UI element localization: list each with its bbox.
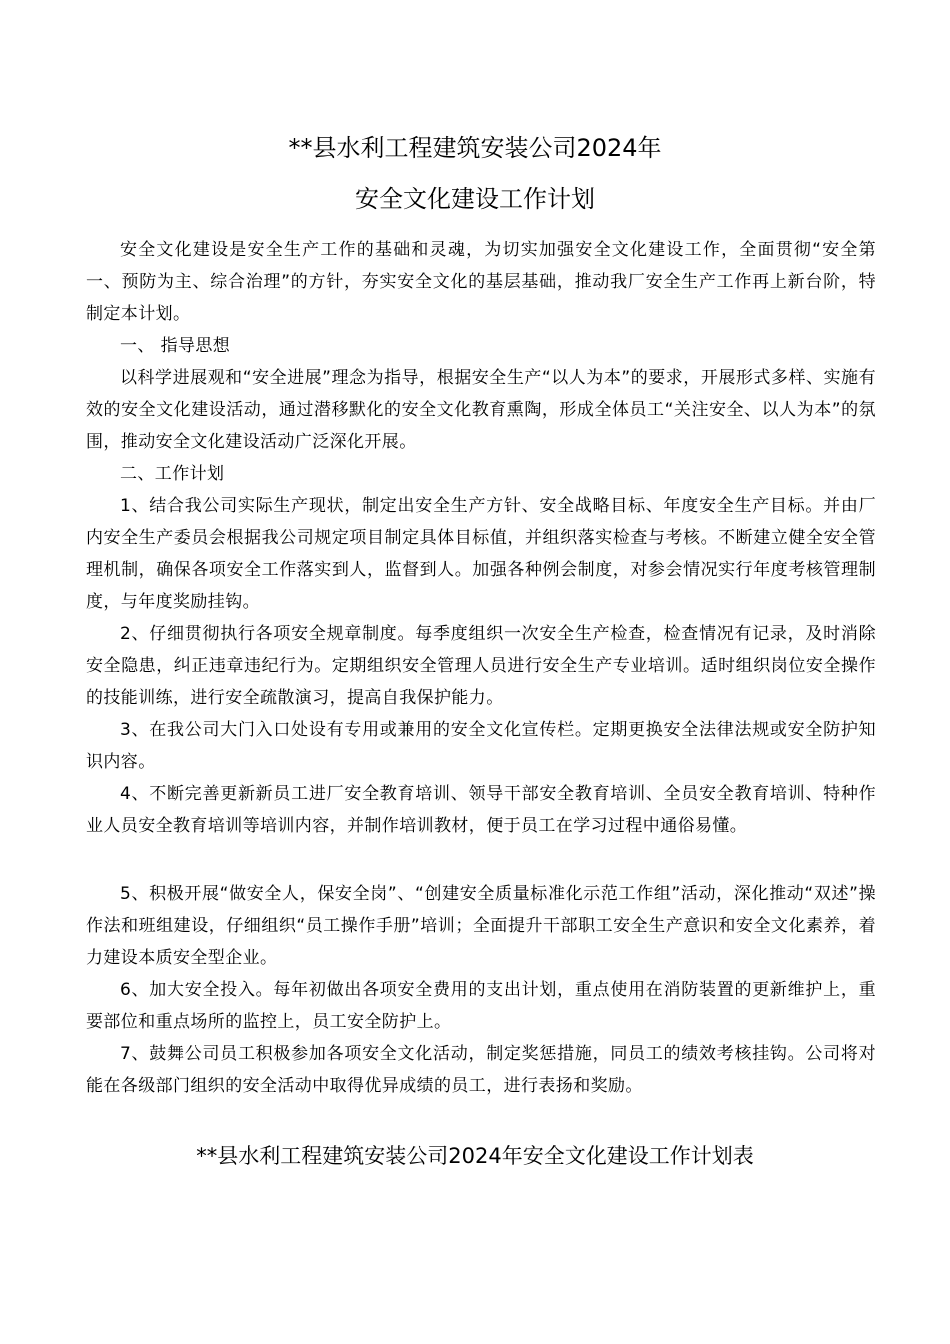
document-body: [86, 234, 876, 1102]
plan-item: 7、鼓舞公司员工积极参加各项安全文化活动，制定奖惩措施，同员工的绩效考核挂钩。公司将对能在各级部门组织的安全活动中取得优异成绩的员工，进行表扬和奖励。: [86, 1044, 876, 1096]
plan-item: 1、结合我公司实际生产现状，制定出安全生产方针、安全战略目标、年度安全生产目标。并由厂内安全生产委员会根据我公司规定项目制定具体目标值，并组织落实检查与考核。不断建立健全安全管理机制，确保各项安全工作落实到人，监督到人。加强各种例会制度，对参会情况实行年度考核管理制度，与年度奖励挂钩。: [86, 496, 876, 612]
guiding-ideology-paragraph: 以科学进展观和“安全进展”理念为指导，根据安全生产“以人为本”的要求，开展形式多样、实施有效的安全文化建设活动，通过潜移默化的安全文化教育熏陶，形成全体员工“关注安全、以人为本”的氛围，推动安全文化建设活动广泛深化开展。: [86, 368, 876, 452]
plan-item: 4、不断完善更新新员工进厂安全教育培训、领导干部安全教育培训、全员安全教育培训、特种作业人员安全教育培训等培训内容，并制作培训教材，便于员工在学习过程中通俗易懂。: [86, 784, 876, 836]
intro-paragraph: 安全文化建设是安全生产工作的基础和灵魂，为切实加强安全文化建设工作，全面贯彻“安全第一、预防为主、综合治理”的方针，夯实安全文化的基层基础，推动我厂安全生产工作再上新台阶，特制定本计划。: [86, 240, 876, 324]
document-title-line1: **县水利工程建筑安装公司2024年: [288, 134, 662, 162]
plan-item: 3、在我公司大门入口处设有专用或兼用的安全文化宣传栏。定期更换安全法律法规或安全防护知识内容。: [86, 720, 876, 772]
plan-item: 6、加大安全投入。每年初做出各项安全费用的支出计划，重点使用在消防装置的更新维护上，重要部位和重点场所的监控上，员工安全防护上。: [86, 980, 876, 1032]
document-title-line2: 安全文化建设工作计划: [355, 185, 595, 213]
plan-item: 5、积极开展“做安全人，保安全岗”、“创建安全质量标准化示范工作组”活动，深化推动“双述”操作法和班组建设，仔细组织“员工操作手册”培训；全面提升干部职工安全生产意识和安全文化素养，着力建设本质安全型企业。: [86, 884, 876, 968]
paragraph-gap: [86, 842, 876, 878]
section-heading-work-plan: 二、工作计划: [120, 464, 225, 484]
plan-table-title: **县水利工程建筑安装公司2024年安全文化建设工作计划表: [196, 1144, 754, 1168]
plan-item: 2、仔细贯彻执行各项安全规章制度。每季度组织一次安全生产检查，检查情况有记录，及时消除安全隐患，纠正违章违纪行为。定期组织安全管理人员进行安全生产专业培训。适时组织岗位安全操作的技能训练，进行安全疏散演习，提高自我保护能力。: [86, 624, 876, 708]
section-heading-guiding-ideology: 一、 指导思想: [120, 336, 231, 356]
